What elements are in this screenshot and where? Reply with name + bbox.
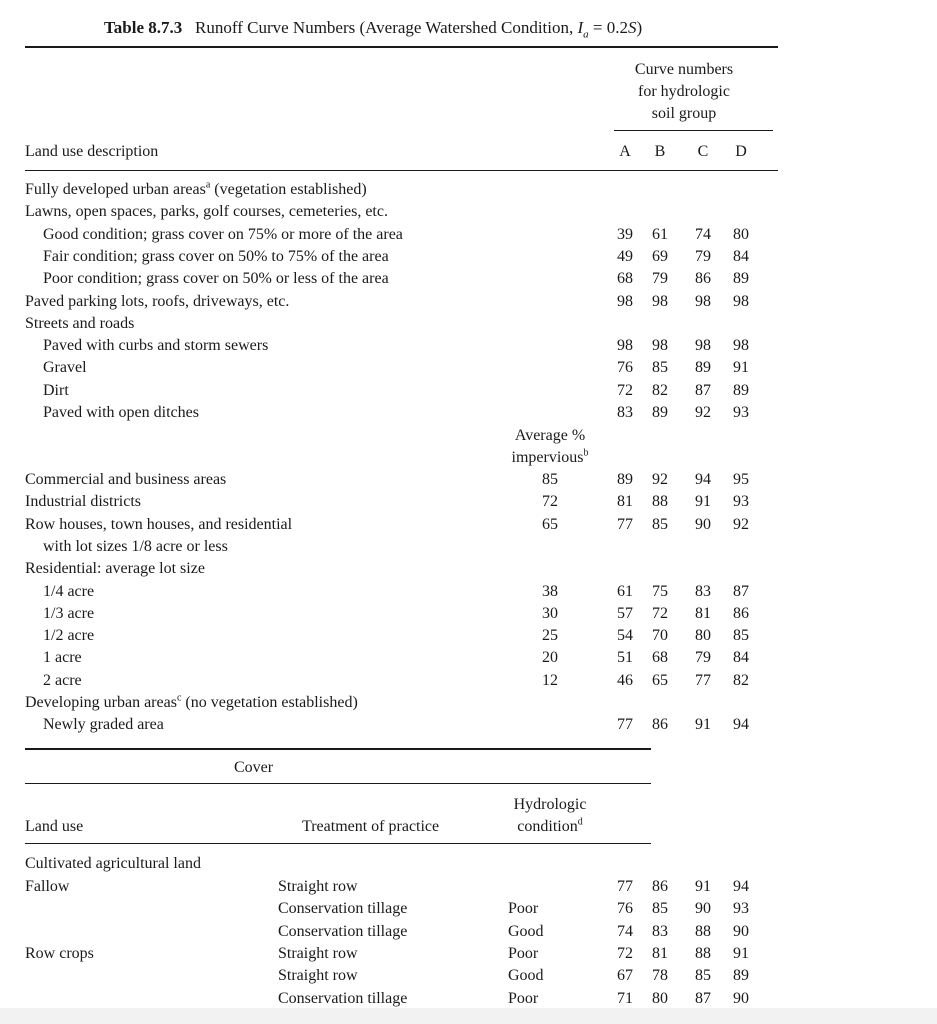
curve-number: 68 xyxy=(617,270,633,288)
impervious-value: 72 xyxy=(542,493,558,511)
curve-number: 65 xyxy=(652,671,668,689)
curve-number: 86 xyxy=(695,270,711,288)
curve-number: 72 xyxy=(617,381,633,399)
curve-number: 94 xyxy=(733,716,749,734)
section-heading: Cultivated agricultural land xyxy=(25,855,201,872)
curve-number: 81 xyxy=(617,493,633,511)
land-use-description-header: Land use description xyxy=(25,143,159,160)
treatment-header: Treatment of practice xyxy=(302,818,440,835)
curve-number: 91 xyxy=(733,359,749,377)
land-use-label: Paved parking lots, roofs, driveways, etc. xyxy=(25,292,290,310)
curve-number: 94 xyxy=(695,471,711,488)
curve-number: 83 xyxy=(695,582,711,600)
curve-number: 85 xyxy=(695,967,711,985)
cover-header-rule xyxy=(25,843,651,844)
land-use-label: 1/4 acre xyxy=(43,582,95,600)
soil-group-c: C xyxy=(697,143,709,160)
table-caption: Runoff Curve Numbers (Average Watershed Condition, xyxy=(195,18,574,37)
curve-number: 90 xyxy=(695,515,711,533)
curve-number: 54 xyxy=(617,627,633,645)
curve-number: 86 xyxy=(733,604,749,622)
land-use-label: Paved with open ditches xyxy=(43,404,199,421)
curve-number: 76 xyxy=(617,900,633,918)
curve-number: 49 xyxy=(617,247,633,265)
curve-number: 92 xyxy=(733,515,749,533)
curve-number: 89 xyxy=(733,381,749,399)
impervious-value: 65 xyxy=(542,515,558,533)
curve-number: 89 xyxy=(733,270,749,288)
treatment-label: Straight row xyxy=(278,967,358,985)
curve-number: 98 xyxy=(733,337,749,355)
land-use-label: Dirt xyxy=(43,381,69,399)
curve-number: 91 xyxy=(733,944,749,962)
soil-group-a: A xyxy=(619,143,631,160)
curve-number: 80 xyxy=(652,989,668,1007)
curve-number: 85 xyxy=(733,627,749,645)
curve-number: 95 xyxy=(733,471,749,488)
curve-number: 80 xyxy=(695,627,711,645)
condition-label: Poor xyxy=(508,944,539,962)
impervious-value: 30 xyxy=(542,604,558,622)
curve-number: 68 xyxy=(652,649,668,667)
curve-number: 79 xyxy=(695,649,711,667)
curve-number: 90 xyxy=(733,989,749,1007)
curve-number: 98 xyxy=(617,292,633,310)
curve-number: 71 xyxy=(617,989,633,1007)
curve-number: 86 xyxy=(652,878,668,895)
land-use-label: Streets and roads xyxy=(25,314,135,332)
land-use-label: with lot sizes 1/8 acre or less xyxy=(43,537,228,555)
footnote-marker: c xyxy=(176,692,182,704)
section-rule xyxy=(25,748,651,750)
curve-number: 87 xyxy=(695,381,711,399)
curve-number: 91 xyxy=(695,716,711,734)
impervious-value: 38 xyxy=(542,582,558,600)
curve-number: 88 xyxy=(652,493,668,511)
land-use-label: Residential: average lot size xyxy=(25,560,205,578)
curve-number: 77 xyxy=(617,515,633,533)
curve-number: 93 xyxy=(733,404,749,421)
condition-label: Poor xyxy=(508,989,539,1007)
land-use-label: Gravel xyxy=(43,359,87,377)
land-use-label: Developing urban areas$^c$ (no vegetation established) xyxy=(25,692,358,711)
curve-number: 87 xyxy=(733,582,749,600)
hydrologic-condition-header: Hydrologic condition$^d$ xyxy=(513,796,587,835)
curve-number: 70 xyxy=(652,627,668,645)
curve-number: 91 xyxy=(695,878,711,895)
cover-header: Cover xyxy=(234,759,274,776)
curve-number: 89 xyxy=(652,404,668,421)
curve-numbers-header: Curve numbers for hydrologic soil group xyxy=(634,61,734,122)
curve-number: 82 xyxy=(733,671,749,689)
curve-number: 74 xyxy=(695,225,711,243)
treatment-label: Conservation tillage xyxy=(278,922,408,940)
curve-number: 83 xyxy=(617,404,633,421)
footnote-marker: a xyxy=(205,179,211,191)
land-use-label: Paved with curbs and storm sewers xyxy=(43,337,269,355)
impervious-value: 12 xyxy=(542,671,558,689)
curve-number: 94 xyxy=(733,878,749,895)
land-use-label: 1 acre xyxy=(43,649,82,667)
curve-number: 84 xyxy=(733,247,749,265)
curve-number: 98 xyxy=(617,337,633,355)
curve-number: 84 xyxy=(733,649,749,667)
curve-number: 89 xyxy=(617,471,633,488)
curve-number: 83 xyxy=(652,922,668,940)
curve-number: 98 xyxy=(733,292,749,310)
curve-number: 77 xyxy=(695,671,711,689)
curve-number: 90 xyxy=(695,900,711,918)
curve-number: 98 xyxy=(652,337,668,355)
curve-number: 77 xyxy=(617,878,633,895)
land-use-label: Row houses, town houses, and residential xyxy=(25,515,293,533)
curve-number: 61 xyxy=(617,582,633,600)
curve-number: 81 xyxy=(652,944,668,962)
cover-rule xyxy=(25,783,651,784)
land-use-label: Industrial districts xyxy=(25,493,141,511)
treatment-label: Straight row xyxy=(278,878,358,895)
land-use-label: Row crops xyxy=(25,944,94,962)
curve-number: 46 xyxy=(617,671,633,689)
curve-number: 93 xyxy=(733,900,749,918)
curve-number: 76 xyxy=(617,359,633,377)
curve-number: 80 xyxy=(733,225,749,243)
land-use-label: Commercial and business areas xyxy=(25,471,227,488)
curve-number: 87 xyxy=(695,989,711,1007)
curve-number: 88 xyxy=(695,922,711,940)
curve-number: 61 xyxy=(652,225,668,243)
land-use-label: Fully developed urban areas$^a$ (vegetation established) xyxy=(25,179,367,198)
curve-number: 89 xyxy=(695,359,711,377)
land-use-label: Newly graded area xyxy=(43,716,164,734)
impervious-value: 25 xyxy=(542,627,558,645)
curve-number: 79 xyxy=(695,247,711,265)
curve-number: 75 xyxy=(652,582,668,600)
curve-number: 77 xyxy=(617,716,633,734)
curve-number: 88 xyxy=(695,944,711,962)
curve-number: 72 xyxy=(652,604,668,622)
soil-group-b: B xyxy=(654,143,666,160)
land-use-label: Fallow xyxy=(25,878,70,895)
curve-number: 91 xyxy=(695,493,711,511)
land-use-label: Good condition; grass cover on 75% or more of the area xyxy=(43,225,403,243)
land-use-header: Land use xyxy=(25,818,84,835)
land-use-label: 1/3 acre xyxy=(43,604,95,622)
curve-number: 85 xyxy=(652,359,668,377)
curve-number: 98 xyxy=(652,292,668,310)
curve-number: 92 xyxy=(695,404,711,421)
bottom-shadow xyxy=(0,1008,937,1024)
land-use-label: Lawns, open spaces, parks, golf courses, cemeteries, etc. xyxy=(25,203,388,221)
condition-label: Good xyxy=(508,967,544,985)
header-rule xyxy=(25,170,778,171)
impervious-value: 20 xyxy=(542,649,558,667)
land-use-label: 1/2 acre xyxy=(43,627,95,645)
curve-numbers-rule xyxy=(614,130,773,131)
curve-number: 39 xyxy=(617,225,633,243)
curve-number: 82 xyxy=(652,381,668,399)
table-label: Table 8.7.3 xyxy=(104,18,183,37)
curve-number: 85 xyxy=(652,515,668,533)
curve-number: 86 xyxy=(652,716,668,734)
soil-group-d: D xyxy=(735,143,747,160)
curve-number: 98 xyxy=(695,292,711,310)
top-rule xyxy=(25,46,778,48)
curve-number: 72 xyxy=(617,944,633,962)
curve-number: 74 xyxy=(617,922,633,940)
treatment-label: Straight row xyxy=(278,944,358,962)
condition-label: Good xyxy=(508,922,544,940)
curve-number: 89 xyxy=(733,967,749,985)
curve-number: 57 xyxy=(617,604,633,622)
treatment-label: Conservation tillage xyxy=(278,989,408,1007)
curve-number: 67 xyxy=(617,967,633,985)
curve-number: 98 xyxy=(695,337,711,355)
treatment-label: Conservation tillage xyxy=(278,900,408,918)
curve-number: 85 xyxy=(652,900,668,918)
curve-number: 90 xyxy=(733,922,749,940)
condition-label: Poor xyxy=(508,900,539,918)
curve-number: 81 xyxy=(695,604,711,622)
curve-number: 79 xyxy=(652,270,668,288)
curve-number: 51 xyxy=(617,649,633,667)
land-use-label: Fair condition; grass cover on 50% to 75% of the area xyxy=(43,247,389,265)
table-title: Table 8.7.3 Runoff Curve Numbers (Average Watershed Condition, $I_a = 0.2S$) xyxy=(104,18,643,41)
curve-number: 92 xyxy=(652,471,668,488)
land-use-label: Poor condition; grass cover on 50% or less of the area xyxy=(43,270,389,288)
avg-impervious-header: Average % impervious$^b$ xyxy=(511,427,589,466)
land-use-label: 2 acre xyxy=(43,671,82,689)
curve-number: 93 xyxy=(733,493,749,511)
impervious-value: 85 xyxy=(542,471,558,488)
curve-number: 69 xyxy=(652,247,668,265)
curve-number: 78 xyxy=(652,967,668,985)
